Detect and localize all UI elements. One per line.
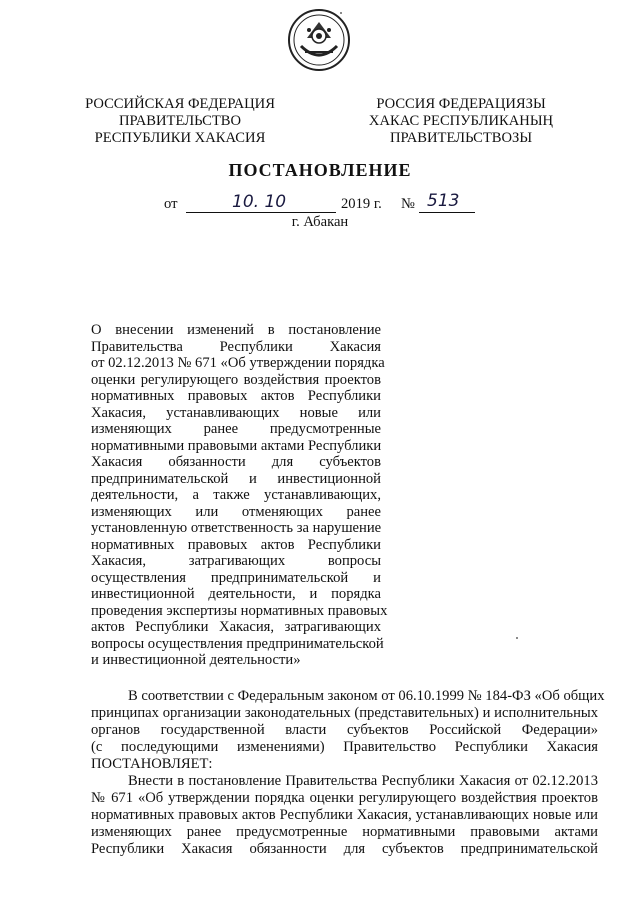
subject-block xyxy=(91,322,388,669)
scan-speck xyxy=(340,12,342,14)
header-left-line-3: РЕСПУБЛИКИ ХАКАСИЯ xyxy=(94,130,266,146)
subject-line: от 02.12.2013 № 671 «Об утверждении порядка xyxy=(91,355,385,371)
document-number: 513 xyxy=(427,191,460,211)
subject-line: нормативными правовыми актами Республики xyxy=(91,437,382,454)
header-left-line-2: ПРАВИТЕЛЬСТВО xyxy=(118,113,242,129)
body-line: изменяющих ранее предусмотренные нормативными правовыми актами xyxy=(91,824,598,840)
subject-line: деятельности, а также устанавливающих, xyxy=(91,487,381,503)
body-line: В соответствии с Федеральным законом от 06.10.1999 № 184-ФЗ «Об общих xyxy=(128,688,605,704)
body-line: Внести в постановление Правительства Республики Хакасия от 02.12.2013 xyxy=(128,773,598,789)
subject-line: Хакасия, устанавливающих новые или xyxy=(91,404,381,421)
date-line xyxy=(0,191,640,216)
date-value: 10. 10 xyxy=(232,192,287,212)
subject-line: актов Республики Хакасия, затрагивающих xyxy=(91,619,381,635)
date-prefix: от xyxy=(164,196,178,212)
subject-line: Хакасия обязанности для субъектов xyxy=(91,454,381,470)
body-line: № 671 «Об утверждении порядка оценки регулирующего воздействия проектов xyxy=(91,790,598,806)
subject-line: изменяющих ранее предусмотренные xyxy=(91,421,381,437)
body-line: (с последующими изменениями) Правительство Республики Хакасия xyxy=(91,739,598,755)
header-right-line-2: ХАКАС РЕСПУБЛИКАНЫҢ xyxy=(368,113,554,129)
subject-line: нормативных правовых актов Республики xyxy=(91,536,381,553)
header-right-block xyxy=(356,96,566,147)
subject-line: оценки регулирующего воздействия проектов xyxy=(91,371,381,388)
subject-line: вопросы осуществления предпринимательской xyxy=(91,635,384,652)
subject-line: осуществления предпринимательской и xyxy=(91,569,381,586)
date-year: 2019 г. xyxy=(341,196,382,212)
subject-line: Правительства Республики Хакасия xyxy=(91,338,381,355)
header-left-block xyxy=(75,96,285,147)
body-line: принципах организации законодательных (представительных) и исполнительных xyxy=(91,705,598,721)
subject-line: предпринимательской и инвестиционной xyxy=(91,470,381,487)
header-right-line-3: ПРАВИТЕЛЬСТВОЗЫ xyxy=(389,130,533,146)
subject-line: установленную ответственность за нарушение xyxy=(91,520,382,536)
document-title: ПОСТАНОВЛЕНИЕ xyxy=(228,160,412,180)
subject-line: инвестиционной деятельности, и порядка xyxy=(91,586,381,602)
subject-line: Хакасия, затрагивающих вопросы xyxy=(91,553,381,569)
scan-speck xyxy=(516,637,518,639)
header-left-line-1: РОССИЙСКАЯ ФЕДЕРАЦИЯ xyxy=(85,96,275,112)
subject-line: изменяющих или отменяющих ранее xyxy=(91,503,381,520)
number-underline xyxy=(419,212,475,213)
body-line: Республики Хакасия обязанности для субъектов предпринимательской xyxy=(91,841,598,857)
coat-of-arms-emblem xyxy=(287,8,351,72)
header-right-line-1: РОССИЯ ФЕДЕРАЦИЯЗЫ xyxy=(376,96,546,112)
subject-line: О внесении изменений в постановление xyxy=(91,322,381,338)
number-sign: № xyxy=(401,196,415,212)
city-line: г. Абакан xyxy=(291,214,349,230)
subject-line: и инвестиционной деятельности» xyxy=(91,652,301,668)
body-line: органов государственной власти субъектов Российской Федерации» xyxy=(91,722,598,738)
subject-line: нормативных правовых актов Республики xyxy=(91,388,381,404)
date-underline xyxy=(186,212,336,213)
body-line: ПОСТАНОВЛЯЕТ: xyxy=(91,756,213,772)
subject-line: проведения экспертизы нормативных правовых xyxy=(91,602,388,619)
body-text xyxy=(91,688,605,858)
body-line: нормативных правовых актов Республики Хакасия, устанавливающих новые или xyxy=(91,807,598,823)
